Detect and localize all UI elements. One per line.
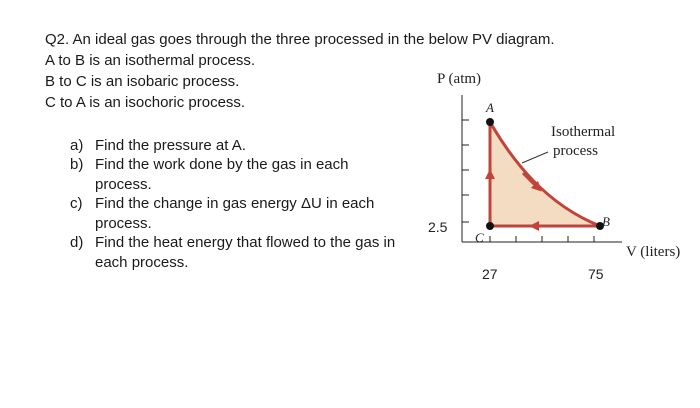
label-b: B — [602, 214, 610, 229]
part-c-letter: c) — [70, 195, 83, 212]
part-d-text-2: each process. — [95, 254, 189, 271]
process-bc-line: B to C is an isobaric process. — [45, 73, 240, 90]
part-d-letter: d) — [70, 234, 84, 251]
annotation-leader — [522, 152, 548, 163]
v-tick-label-75: 75 — [588, 266, 604, 282]
v-axis-label: V (liters) — [626, 244, 681, 260]
part-b-text-2: process. — [95, 176, 152, 193]
p-axis-label: P (atm) — [437, 71, 482, 87]
part-b-letter: b) — [70, 156, 84, 173]
part-c-text-1: Find the change in gas energy ΔU in each — [95, 195, 375, 212]
annotation-line-2: process — [553, 143, 598, 159]
part-a-text: Find the pressure at A. — [95, 137, 246, 154]
part-b-text-1: Find the work done by the gas in each — [95, 156, 349, 173]
process-ca-line: C to A is an isochoric process. — [45, 94, 246, 111]
point-a — [486, 118, 494, 126]
part-c-text-2: process. — [95, 215, 152, 232]
annotation-line-1: Isothermal — [551, 124, 616, 140]
question-heading: Q2. An ideal gas goes through the three processed in the below PV diagram. — [45, 31, 555, 48]
label-a: A — [486, 100, 494, 115]
part-d-text-1: Find the heat energy that flowed to the gas in — [95, 234, 396, 251]
part-a-letter: a) — [70, 137, 84, 154]
v-tick-label-27: 27 — [482, 266, 498, 282]
label-c: C — [475, 230, 484, 245]
process-ab-line: A to B is an isothermal process. — [45, 52, 256, 69]
p-tick-label: 2.5 — [428, 219, 448, 235]
point-c — [486, 222, 494, 230]
